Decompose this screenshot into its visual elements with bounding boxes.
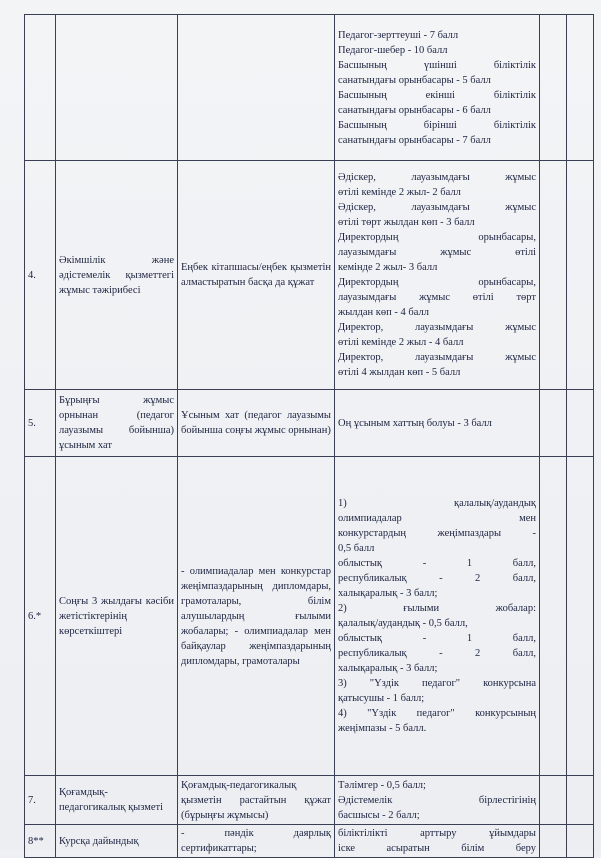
- scoring-line: Педагог-зерттеуші - 7 балл: [338, 29, 459, 41]
- scoring-line: Директор, лауазымдағы жұмыс: [338, 322, 536, 333]
- scoring-line: олимпиадалар мен: [338, 513, 536, 524]
- scoring-line: 3) "Үздік педагог" конкурсына: [338, 678, 536, 689]
- scoring-line: іске асыратын білім беру: [338, 843, 536, 854]
- scoring-line: Әдіскер, лауазымдағы жұмыс: [338, 172, 536, 183]
- scoring-cell: Оң ұсыным хаттың болуы - 3 балл: [335, 390, 540, 457]
- document-cell: - олимпиадалар мен конкурстар жеңімпаздарының дипломдары, грамоталары, білім алушылардың ғылыми жобалары; - олимпиадалар мен байқаулар жеңімпаздарының дипломдары, грамоталары: [178, 457, 335, 776]
- table-row: [25, 161, 594, 390]
- scoring-line: лауазымдағы жұмыс өтілі: [338, 247, 536, 258]
- scoring-line: 0,5 балл: [338, 543, 375, 554]
- note-cell: [567, 390, 594, 457]
- score-cell: [540, 457, 567, 776]
- scoring-line: санатындағы орынбасары - 6 балл: [338, 104, 491, 116]
- score-cell: [540, 161, 567, 390]
- table-row: [25, 457, 594, 776]
- criterion-name-cell: [56, 15, 178, 161]
- scoring-line: қатысушы - 1 балл;: [338, 693, 425, 704]
- document-cell: [178, 15, 335, 161]
- note-cell: [567, 161, 594, 390]
- scoring-line: Педагог-шебер - 10 балл: [338, 44, 448, 56]
- scoring-line: Директордың орынбасары,: [338, 277, 536, 288]
- score-cell: [540, 390, 567, 457]
- scoring-line: Директордың орынбасары,: [338, 232, 536, 243]
- note-cell: [567, 825, 594, 858]
- scoring-line: 2) ғылыми жобалар:: [338, 603, 536, 614]
- scoring-cell: [335, 15, 540, 161]
- score-cell: [540, 825, 567, 858]
- scoring-line: халықаралық - 3 балл;: [338, 663, 438, 674]
- note-cell: [567, 457, 594, 776]
- criterion-name-cell: Бұрыңғы жұмыс орнынан (педагог лауазымы бойынша) ұсыным хат: [56, 390, 178, 457]
- scoring-line: өтілі кемінде 2 жыл- 2 балл: [338, 187, 461, 198]
- scoring-line: республикалық - 2 балл,: [338, 648, 536, 659]
- scoring-line: өтілі кемінде 2 жыл - 4 балл: [338, 337, 464, 348]
- scoring-line: өтілі төрт жылдан көп - 3 балл: [338, 217, 475, 228]
- scoring-line: жеңімпазы - 5 балл.: [338, 723, 427, 734]
- scoring-line: жылдан көп - 4 балл: [338, 307, 429, 318]
- scoring-cell: [335, 776, 540, 825]
- scoring-line: басшысы - 2 балл;: [338, 809, 420, 821]
- criterion-name-cell: Әкімшілік және әдістемелік қызметтегі жұмыс тәжірибесі: [56, 161, 178, 390]
- scoring-cell: [335, 825, 540, 858]
- document-cell: Ұсыным хат (педагог лауазымы бойынша соңғы жұмыс орнынан): [178, 390, 335, 457]
- row-number-cell: 5.: [25, 390, 56, 457]
- scoring-line: біліктілікті арттыру ұйымдары: [338, 828, 536, 839]
- scoring-line: облыстық - 1 балл,: [338, 558, 536, 569]
- score-cell: [540, 15, 567, 161]
- document-cell: Еңбек кітапшасы/еңбек қызметін алмастыратын басқа да құжат: [178, 161, 335, 390]
- score-cell: [540, 776, 567, 825]
- row-number-cell: 7.: [25, 776, 56, 825]
- scoring-line: Басшының бірінші біліктілік: [338, 119, 536, 131]
- scoring-line: облыстық - 1 балл,: [338, 633, 536, 644]
- scoring-line: 4) "Үздік педагог" конкурсының: [338, 708, 536, 719]
- criteria-table: [24, 14, 594, 858]
- table-row: [25, 776, 594, 825]
- scoring-line: 1) қалалық/аудандық: [338, 498, 536, 509]
- scoring-line: лауазымдағы жұмыс өтілі төрт: [338, 292, 536, 303]
- scoring-line: санатындағы орынбасары - 7 балл: [338, 134, 491, 146]
- scoring-line: Әдіскер, лауазымдағы жұмыс: [338, 202, 536, 213]
- scoring-line: республикалық - 2 балл,: [338, 573, 536, 584]
- scoring-cell: [335, 161, 540, 390]
- scoring-line: қалалық/аудандық - 0,5 балл,: [338, 618, 468, 629]
- scoring-line: Директор, лауазымдағы жұмыс: [338, 352, 536, 363]
- scoring-line: Тәлімгер - 0,5 балл;: [338, 779, 426, 791]
- table-row: [25, 15, 594, 161]
- row-number-cell: [25, 15, 56, 161]
- scoring-line: өтілі 4 жылдан көп - 5 балл: [338, 367, 461, 378]
- scoring-line: кемінде 2 жыл- 3 балл: [338, 262, 438, 273]
- table-row: [25, 390, 594, 457]
- scoring-line: Әдістемелік бірлестігінің: [338, 794, 536, 806]
- scoring-line: конкурстардың жеңімпаздары -: [338, 528, 536, 539]
- document-cell: - пәндік даярлық сертификаттары;: [178, 825, 335, 858]
- criterion-name-cell: Соңғы 3 жылдағы кәсіби жетістіктерінің көрсеткіштері: [56, 457, 178, 776]
- criterion-name-cell: Қоғамдық-педагогикалық қызметі: [56, 776, 178, 825]
- scoring-cell: [335, 457, 540, 776]
- scoring-line: Басшының екінші біліктілік: [338, 89, 536, 101]
- scoring-line: санатындағы орынбасары - 5 балл: [338, 74, 491, 86]
- row-number-cell: 8**: [25, 825, 56, 858]
- scoring-line: Басшының үшінші біліктілік: [338, 59, 536, 71]
- scoring-line: халықаралық - 3 балл;: [338, 588, 438, 599]
- note-cell: [567, 15, 594, 161]
- row-number-cell: 6.*: [25, 457, 56, 776]
- row-number-cell: 4.: [25, 161, 56, 390]
- table-row: [25, 825, 594, 858]
- criterion-name-cell: Курсқа дайындық: [56, 825, 178, 858]
- note-cell: [567, 776, 594, 825]
- document-cell: Қоғамдық-педагогикалық қызметін растайтын құжат (бұрыңғы жұмысы): [178, 776, 335, 825]
